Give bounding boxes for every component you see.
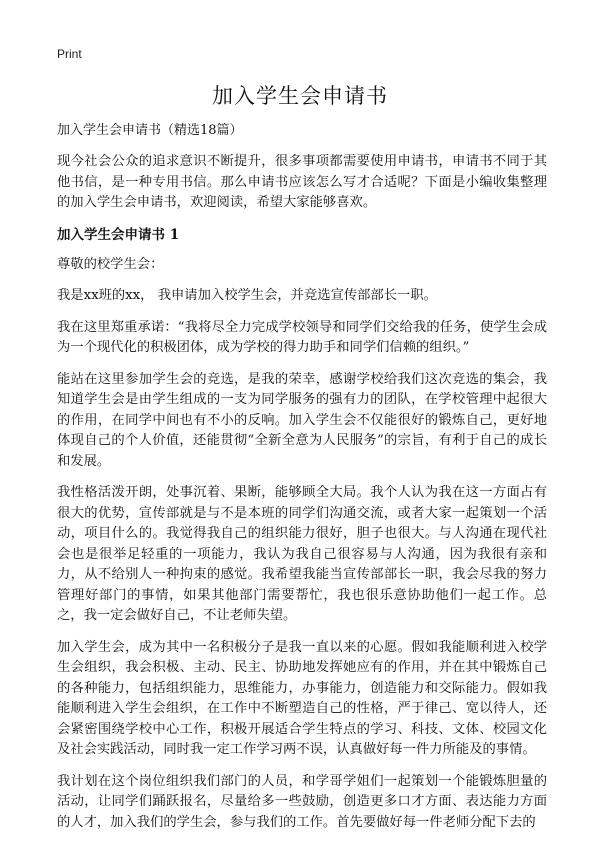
- body-paragraph: 加入学生会，成为其中一名积极分子是我一直以来的心愿。假如我能顺利进入校学生会组织，我会积极、主动、民主、协助地发挥她应有的作用，并在其中锻炼自己的各种能力，包括组织能力，思维能力，办事能力，创造能力和交际能力。假如我能顺利进入学生会组织，在工作中不断塑造自己的性格，严于律己、宽以待人，还会紧密围绕学校中心工作，积极开展适合学生特点的学习、科技、文体、校园文化及社会实践活动，同时我一定工作学习两不误，认真做好每一件力所能及的事情。: [57, 639, 547, 757]
- salutation: 尊敬的校学生会：: [57, 256, 164, 272]
- print-link[interactable]: Print: [57, 47, 82, 61]
- body-paragraph: 能站在这里参加学生会的竞选，是我的荣幸，感谢学校给我们这次竞选的集会，我知道学生会是由学生组成的一支为同学服务的强有力的团队，在学校管理中起很大的作用，在同学中间也有不小的反响。加入学生会不仅能很好的锻炼自己，更好地体现自己的个人价值，还能贯彻“全新全意为人民服务”的宗旨，有利于自己的成长和发展。: [57, 371, 547, 469]
- document-body: [57, 122, 547, 844]
- body-paragraph: 我性格活泼开朗，处事沉着、果断，能够顾全大局。我个人认为我在这一方面占有很大的优势，宣传部就是与不是本班的同学们沟通交流，或者大家一起策划一个活动，项目什么的。我觉得我自己的组织能力很好，胆子也很大。与人沟通在现代社会也是很举足轻重的一项能力，我认为我自己很容易与人沟通，因为我很有亲和力，从不给别人一种拘束的感觉。我希望我能当宣传部部长一职，我会尽我的努力管理好部门的事情，如果其他部门需要帮忙，我也很乐意协助他们一起工作。总之，我一定会做好自己，不让老师失望。: [57, 485, 547, 623]
- body-paragraph: 我是xx班的xx， 我申请加入校学生会，并竞选宣传部部长一职。: [57, 288, 437, 303]
- document-title: 加入学生会申请书: [212, 84, 388, 108]
- body-paragraph: 我在这里郑重承诺：“我将尽全力完成学校领导和同学们交给我的任务，使学生会成为一个现代化的积极团体，成为学校的得力助手和同学们信赖的组织。”: [57, 319, 547, 355]
- body-paragraph: 我计划在这个岗位组织我们部门的人员，和学哥学姐们一起策划一个能锻炼胆量的活动，让同学们踊跃报名，尽量给多一些鼓励，创造更多口才方面、表达能力方面的人才，加入我们的学生会，参与我们的工作。首先要做好每一件老师分配下去的: [57, 773, 547, 830]
- section-heading: 加入学生会申请书 1: [57, 226, 180, 243]
- document-subtitle: 加入学生会申请书（精选18篇）: [57, 123, 243, 138]
- intro-paragraph: 现今社会公众的追求意识不断提升，很多事项都需要使用申请书，申请书不同于其他书信，是一种专用书信。那么申请书应该怎么写才合适呢？下面是小编收集整理的加入学生会申请书，欢迎阅读，希望大家能够喜欢。: [57, 154, 547, 210]
